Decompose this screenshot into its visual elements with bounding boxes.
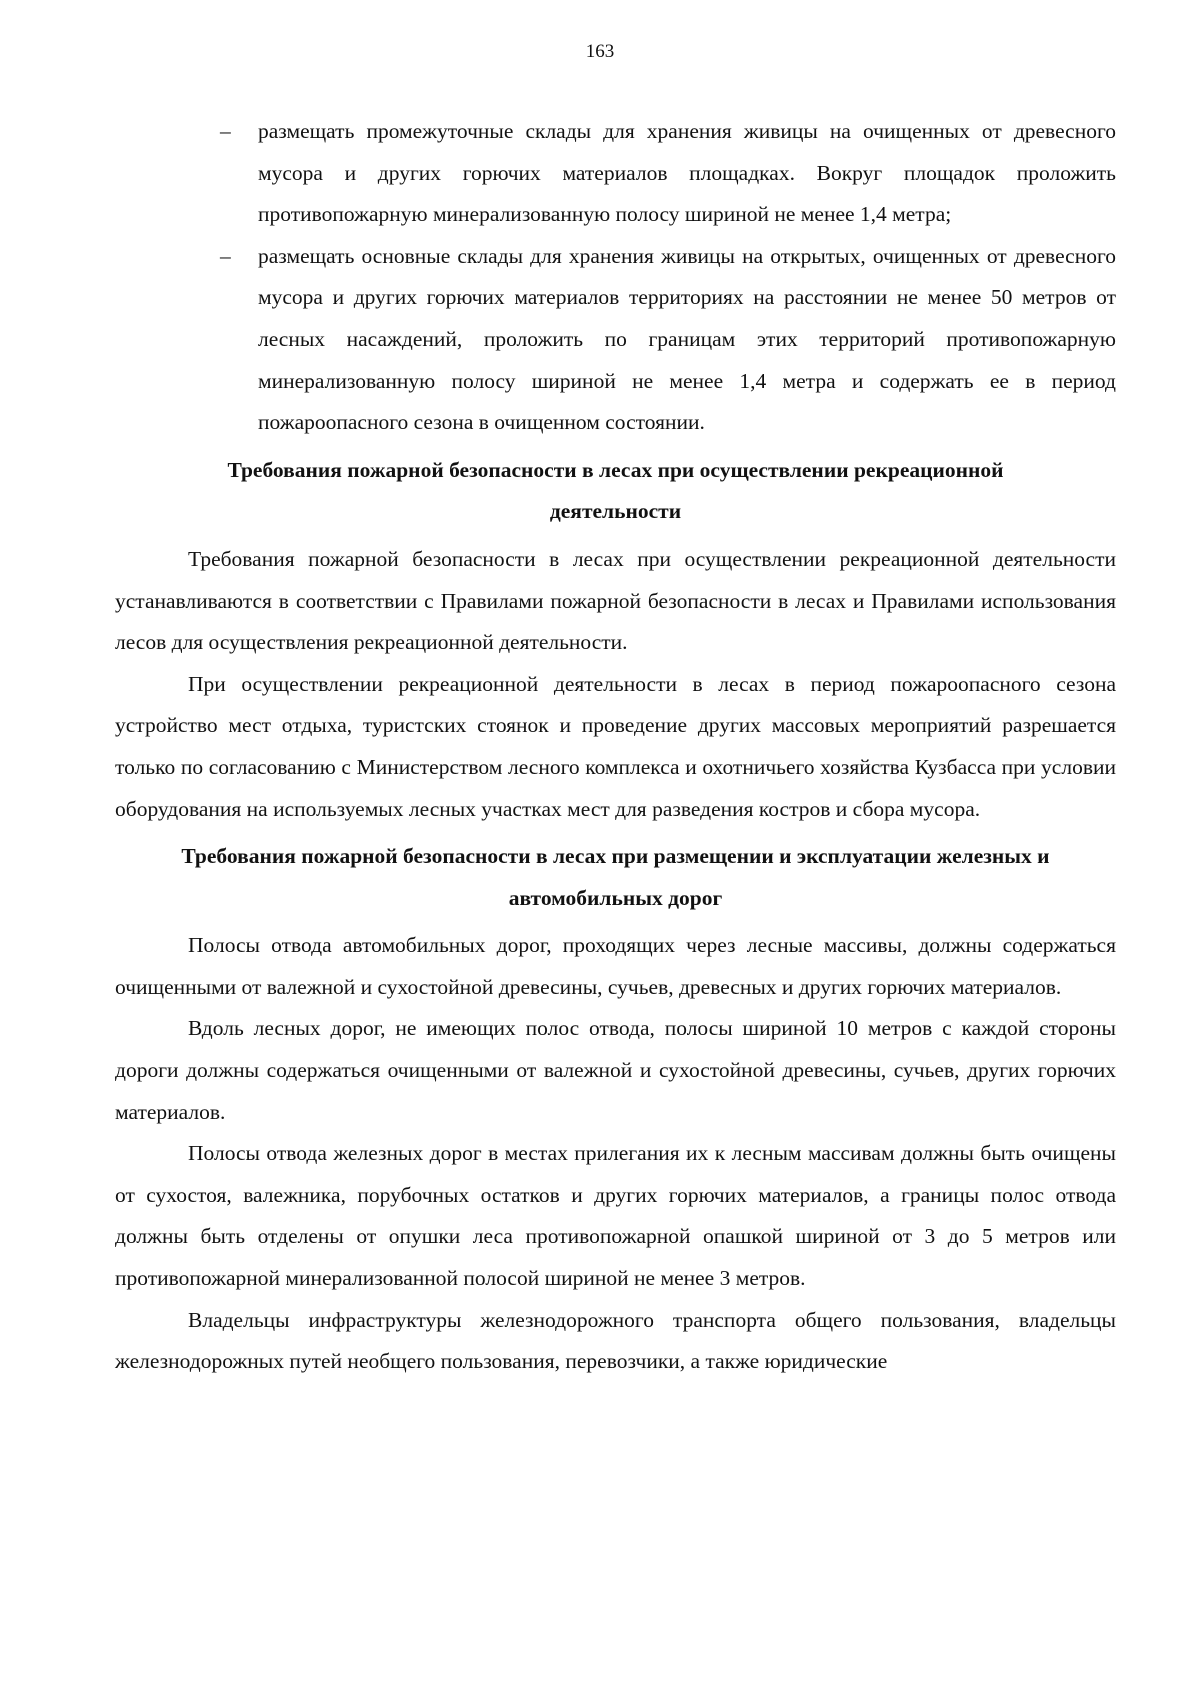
list-item-text: размещать промежуточные склады для хранения живицы на очищенных от древесного мусора и других горючих материалов площадках. Вокруг площадок проложить противопожарную минерализованную полосу шириной не менее 1,4 метра;	[258, 119, 1116, 227]
section-heading: Требования пожарной безопасности в лесах при размещении и эксплуатации железных и автомобильных дорог	[181, 844, 1050, 910]
bullet-dash: –	[220, 119, 231, 143]
list-item	[115, 111, 1116, 236]
list-item	[115, 236, 1116, 444]
paragraph: Требования пожарной безопасности в лесах при осуществлении рекреационной деятельности устанавливаются в соответствии с Правилами пожарной безопасности в лесах и Правилами использования лесов для осуществления рекреационной деятельности.	[115, 546, 1116, 655]
paragraph: Полосы отвода автомобильных дорог, проходящих через лесные массивы, должны содержаться очищенными от валежной и сухостойной древесины, сучьев, древесных и других горючих материалов.	[115, 933, 1116, 999]
paragraph: Владельцы инфраструктуры железнодорожного транспорта общего пользования, владельцы железнодорожных путей необщего пользования, перевозчики, а также юридические	[115, 1307, 1116, 1374]
list-item-text: размещать основные склады для хранения живицы на открытых, очищенных от древесного мусора и других горючих материалов территориях на расстоянии не менее 50 метров от лесных насаждений, проложить по границам этих территорий противопожарную минерализованную полосу шириной не менее 1,4 метра и содержать ее в период пожароопасного сезона в очищенном состоянии.	[258, 243, 1116, 435]
paragraph: Вдоль лесных дорог, не имеющих полос отвода, полосы шириной 10 метров с каждой стороны дороги должны содержаться очищенными от валежной и сухостойной древесины, сучьев, других горючих материалов.	[115, 1016, 1116, 1124]
page-number: 163	[585, 41, 615, 62]
section-heading: Требования пожарной безопасности в лесах при осуществлении рекреационной деятельности	[227, 457, 1004, 524]
page-body	[115, 111, 1116, 1383]
paragraph: Полосы отвода железных дорог в местах прилегания их к лесным массивам должны быть очищены от сухостоя, валежника, порубочных остатков и других горючих материалов, а границы полос отвода должны быть отделены от опушки леса противопожарной опашкой шириной от 3 до 5 метров или противопожарной минерализованной полосой шириной не менее 3 метров.	[115, 1141, 1116, 1291]
bullet-dash: –	[220, 243, 231, 268]
paragraph: При осуществлении рекреационной деятельности в лесах в период пожароопасного сезона устройство мест отдыха, туристских стоянок и проведение других массовых мероприятий разрешается только по согласованию с Министерством лесного комплекса и охотничьего хозяйства Кузбасса при условии оборудования на используемых лесных участках мест для разведения костров и сбора мусора.	[115, 671, 1116, 821]
